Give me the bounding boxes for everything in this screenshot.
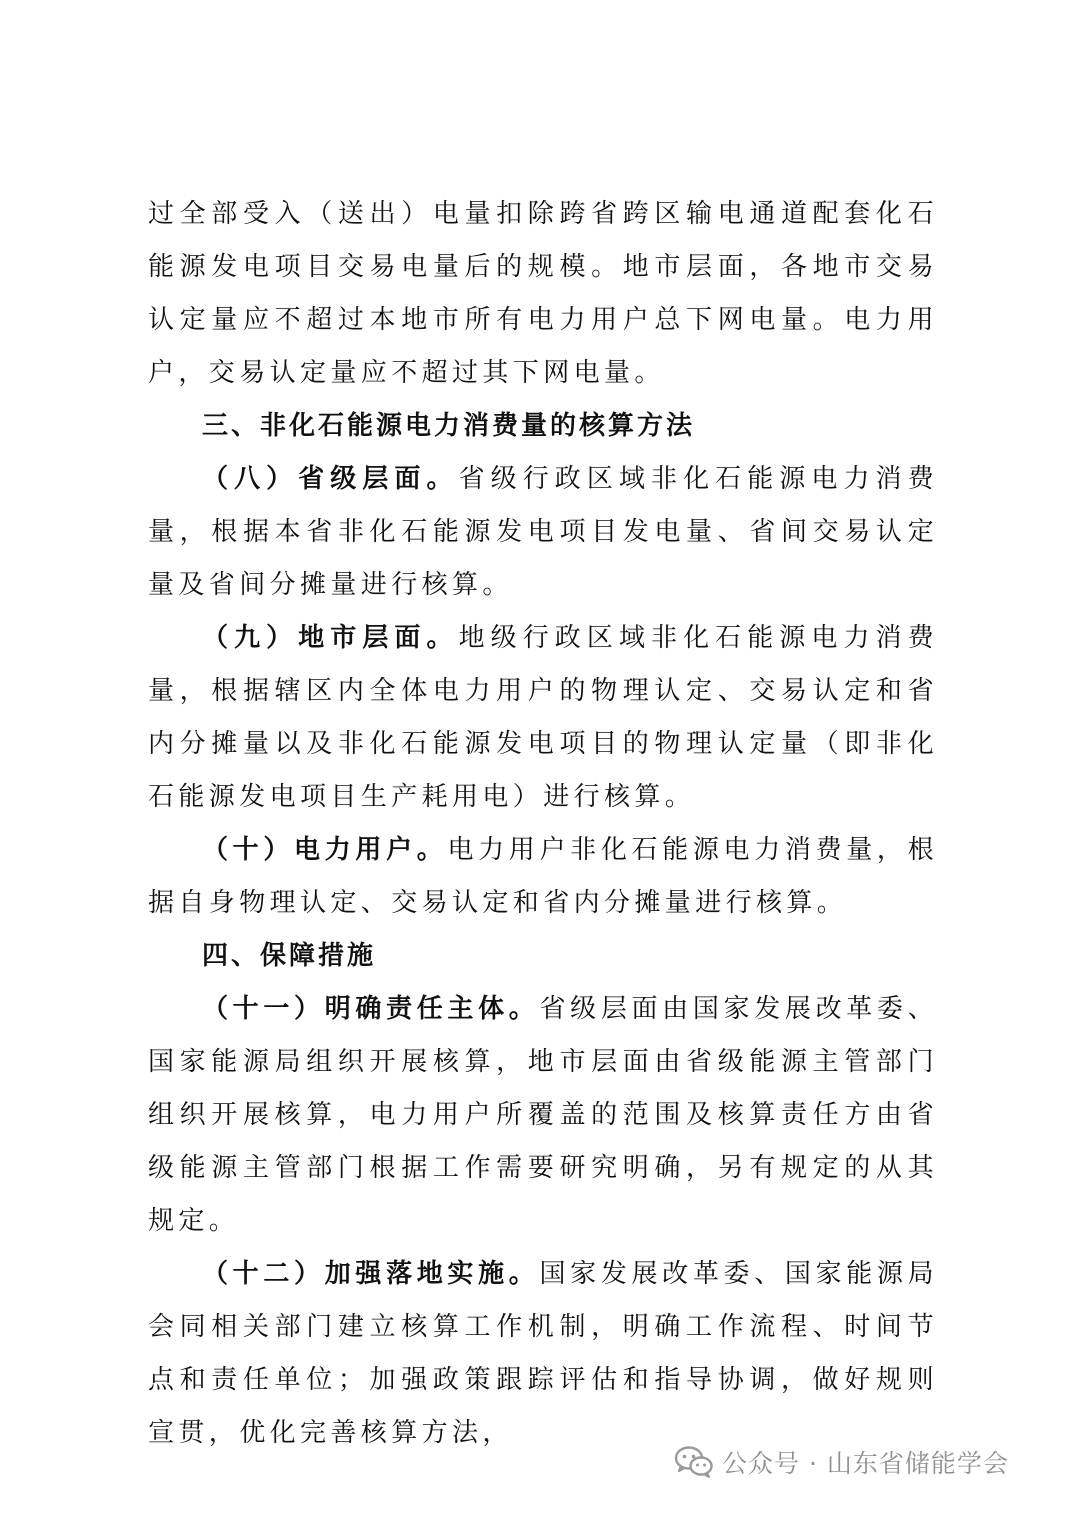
paragraph-text: 省级层面由国家发展改革委、国家能源局组织开展核算，地市层面由省级能源主管部门组织开展核算，电力用户所覆盖的范围及核算责任方由省级能源主管部门根据工作需要研究明确，另有规定的从其规定。 <box>148 994 939 1236</box>
item-lead: （九）地市层面。 <box>202 623 459 653</box>
section-heading-4: 四、保障措施 <box>202 941 377 971</box>
item-lead: （十）电力用户。 <box>202 835 448 865</box>
paragraph-continuation <box>148 188 938 400</box>
item-lead: （十一）明确责任主体。 <box>202 994 540 1024</box>
paragraph-text: 过全部受入（送出）电量扣除跨省跨区输电通道配套化石能源发电项目交易电量后的规模。地市层面，各地市交易认定量应不超过本地市所有电力用户总下网电量。电力用户，交易认定量应不超过其下网电量。 <box>148 199 938 388</box>
paragraph-item-12 <box>148 1248 938 1460</box>
paragraph-text: 地级行政区域非化石能源电力消费量，根据辖区内全体电力用户的物理认定、交易认定和省内分摊量以及非化石能源发电项目的物理认定量（即非化石能源发电项目生产耗用电）进行核算。 <box>148 623 938 812</box>
paragraph-text: 省级行政区域非化石能源电力消费量，根据本省非化石能源发电项目发电量、省间交易认定量及省间分摊量进行核算。 <box>148 464 938 600</box>
watermark-text: 公众号 · 山东省储能学会 <box>722 1449 1009 1478</box>
item-lead: （八）省级层面。 <box>202 464 459 494</box>
paragraph-item-11 <box>148 983 938 1248</box>
item-lead: （十二）加强落地实施。 <box>202 1259 540 1289</box>
paragraph-text: 电力用户非化石能源电力消费量，根据自身物理认定、交易认定和省内分摊量进行核算。 <box>148 835 939 918</box>
section-heading-3: 三、非化石能源电力消费量的核算方法 <box>202 411 696 441</box>
wechat-icon <box>674 1445 714 1479</box>
watermark <box>674 1438 1009 1486</box>
paragraph-item-9 <box>148 612 938 824</box>
paragraph-item-10 <box>148 824 938 930</box>
paragraph-item-8 <box>148 453 938 612</box>
document-body <box>148 188 938 1460</box>
paragraph-text: 国家发展改革委、国家能源局会同相关部门建立核算工作机制，明确工作流程、时间节点和责任单位；加强政策跟踪评估和指导协调，做好规则宣贯，优化完善核算方法， <box>148 1259 939 1448</box>
